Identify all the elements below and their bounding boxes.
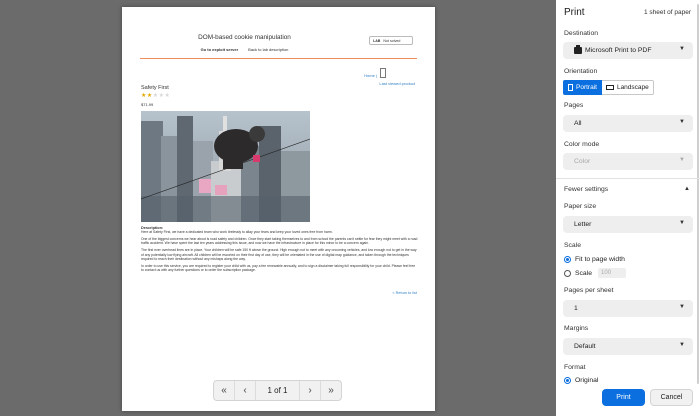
- format-value: Original: [575, 377, 599, 384]
- chevron-up-icon[interactable]: ▲: [684, 186, 690, 192]
- product-price: $71.99: [141, 102, 154, 107]
- orientation-label: Orientation: [564, 68, 598, 75]
- nav-links: [364, 73, 377, 78]
- chevron-down-icon: ▼: [679, 304, 685, 310]
- pages-per-sheet-label: Pages per sheet: [564, 287, 614, 294]
- header-divider: [140, 58, 417, 59]
- print-settings-panel: [556, 0, 700, 416]
- product-image: [141, 111, 310, 222]
- chevron-down-icon: ▼: [679, 342, 685, 348]
- exploit-server-link[interactable]: Go to exploit server: [200, 47, 239, 52]
- printer-icon: [574, 47, 582, 54]
- custom-scale-option[interactable]: [564, 268, 626, 278]
- margins-value: Default: [574, 343, 596, 350]
- star-on-icon: ★★: [141, 93, 153, 99]
- lab-title: DOM-based cookie manipulation: [198, 34, 291, 41]
- description-p4: In order to use this service, you are required to register your child with us, pay a fee renewable annually, and to sign a disclaimer taking full responsibility for your child. Please feel free to contact us with any further questions or to order the subscription package.: [141, 263, 416, 273]
- portrait-button[interactable]: [563, 80, 602, 95]
- rating-stars: [141, 92, 170, 99]
- last-viewed-link[interactable]: Last viewed product: [379, 81, 415, 86]
- fewer-settings-toggle[interactable]: Fewer settings: [564, 186, 609, 193]
- fit-to-width-option[interactable]: [564, 256, 625, 263]
- description-p3: The first ever overhead lines are in place. Your children will be safe 150 ft above the ground. High enough not to meet with any oncoming vehicles, and low enough not to get in the way of any potentially low flying aircraft. All children will be escorted on their first day of use, they will be orientated in the use of digital map guidance, and taken through the techniques required to reach their destination without any mishaps along the way.: [141, 248, 417, 261]
- format-option[interactable]: [564, 377, 598, 384]
- chevron-down-icon: ▼: [679, 46, 685, 52]
- description-p1: Here at Safety First, we have a dedicated team who work tirelessly to allay your fears and keep your loved ones free from harm.: [141, 230, 333, 235]
- portrait-icon: [568, 84, 573, 91]
- chevron-down-icon: ▼: [679, 119, 685, 125]
- portrait-label: Portrait: [576, 84, 597, 91]
- orientation-toggle: [563, 80, 654, 95]
- page-indicator: 1 of 1: [267, 386, 288, 395]
- pages-per-sheet-select[interactable]: [563, 300, 693, 317]
- destination-label: Destination: [564, 30, 599, 37]
- paper-size-label: Paper size: [564, 203, 597, 210]
- description-label: Description:: [141, 226, 164, 230]
- chevron-down-icon: ▼: [679, 157, 685, 163]
- chevron-down-icon: ▼: [679, 220, 685, 226]
- lab-badge-status: Not solved: [383, 39, 401, 43]
- pages-select[interactable]: [563, 115, 693, 132]
- lab-badge-label: LAB: [373, 39, 381, 43]
- format-radio[interactable]: [564, 377, 571, 384]
- landscape-label: Landscape: [616, 84, 649, 91]
- format-label: Format: [564, 364, 586, 371]
- print-title: Print: [564, 7, 585, 18]
- color-mode-label: Color mode: [564, 141, 600, 148]
- lab-status-badge: [369, 36, 413, 45]
- landscape-icon: [606, 85, 614, 90]
- city-skyscraper-image: [141, 111, 310, 222]
- fit-radio[interactable]: [564, 256, 571, 263]
- fit-label: Fit to page width: [575, 256, 625, 263]
- paper-size-select[interactable]: [563, 216, 693, 233]
- panel-footer: [556, 386, 700, 416]
- scale-option-label: Scale: [575, 269, 593, 277]
- margins-label: Margins: [564, 325, 589, 332]
- destination-select[interactable]: [563, 42, 693, 59]
- destination-value: Microsoft Print to PDF: [585, 47, 652, 54]
- cancel-button[interactable]: Cancel: [650, 389, 693, 406]
- back-to-description-link[interactable]: Back to lab description: [248, 47, 289, 52]
- pages-label: Pages: [564, 102, 584, 109]
- cart-icon: [380, 68, 386, 78]
- description-p2: One of the biggest concerns we hear about is road safety and children. Once they start taking themselves to and from school the parents can't settle for fear they might meet with a road traffic accident. We have spent the last ten years addressing this issue, and now we have the infrastructure in place for this minor to be a concern again.: [141, 237, 418, 246]
- landscape-button[interactable]: [602, 80, 654, 95]
- color-mode-value: Color: [574, 158, 591, 165]
- star-off-icon: ★★★: [152, 93, 171, 99]
- sheet-count: 1 sheet of paper: [644, 9, 691, 16]
- preview-page: [122, 7, 435, 411]
- panel-divider: [556, 178, 700, 179]
- home-link[interactable]: Home: [364, 73, 375, 78]
- print-button[interactable]: Print: [602, 389, 645, 406]
- lab-header-links: [122, 47, 367, 52]
- next-page-button[interactable]: ›: [299, 381, 320, 400]
- panel-scrollbar[interactable]: [697, 4, 699, 384]
- return-to-list-link[interactable]: < Return to list: [392, 291, 417, 295]
- product-title: Safety First: [141, 85, 169, 91]
- prev-page-button[interactable]: ‹: [235, 381, 256, 400]
- margins-select[interactable]: [563, 338, 693, 355]
- first-page-button[interactable]: «: [214, 381, 235, 400]
- scale-input[interactable]: 100: [598, 268, 626, 278]
- scale-label: Scale: [564, 242, 582, 249]
- page-navigator: [213, 380, 342, 401]
- scale-radio[interactable]: [564, 270, 571, 277]
- paper-size-value: Letter: [574, 221, 592, 228]
- last-page-button[interactable]: »: [320, 381, 341, 400]
- product-description: [141, 226, 418, 275]
- pages-per-sheet-value: 1: [574, 305, 578, 312]
- pages-value: All: [574, 120, 582, 127]
- nav-separator: |: [375, 73, 377, 78]
- color-mode-select[interactable]: [563, 153, 693, 170]
